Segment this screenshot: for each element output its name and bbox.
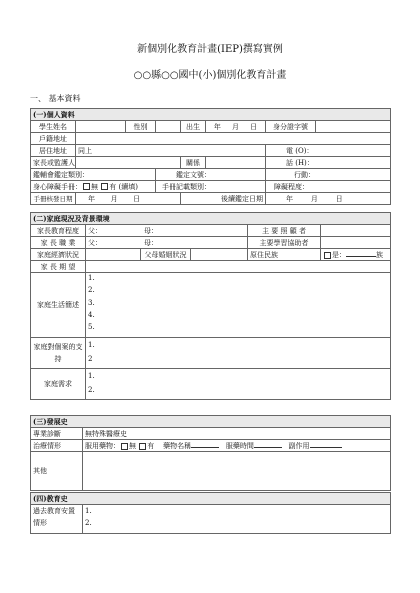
parent-expectation-field[interactable] <box>86 261 391 273</box>
family-life-item: 4. <box>88 310 95 319</box>
family-support-label: 家庭對個案的支持 <box>31 338 86 369</box>
section-personal-header: (一)個人資料 <box>31 109 391 121</box>
family-life-item: 3. <box>88 298 95 307</box>
development-history-table <box>30 415 391 491</box>
primary-caregiver-field[interactable] <box>321 225 391 237</box>
aboriginal-yes-label: 是： <box>332 251 346 259</box>
birth-label: 出生 <box>181 121 206 133</box>
handbook-have-label: 有 <box>109 182 117 191</box>
other-field[interactable] <box>83 452 391 491</box>
birth-date-field[interactable] <box>206 121 266 133</box>
family-needs-item: 1. <box>88 372 95 380</box>
aboriginal-label: 原住民族 <box>248 249 321 261</box>
economic-status-label: 家庭經濟狀況 <box>31 249 86 261</box>
tribe-label: 族 <box>376 251 383 259</box>
dosage-time-input[interactable] <box>254 440 282 448</box>
identified-category-label: 鑑輔會鑑定類別： <box>31 169 156 181</box>
medication-have-checkbox[interactable] <box>139 443 146 450</box>
handbook-date-field[interactable] <box>76 193 181 205</box>
month-label: 月 <box>232 122 239 131</box>
document-subtitle: ○○縣○○國中(小)個別化教育計畫 <box>133 70 287 81</box>
dosage-time-label: 服藥時間 <box>225 442 254 450</box>
personal-data-table <box>30 108 391 205</box>
medication-label: 服用藥物： <box>85 442 120 450</box>
handbook-renewal-label: (續填) <box>118 182 138 191</box>
handbook-day-label: 日 <box>133 194 141 203</box>
residence-address-label: 居住地址 <box>31 145 76 157</box>
id-number-label: 身分證字號 <box>266 121 316 133</box>
education-history-table <box>30 492 391 534</box>
placement-item: 1. <box>85 507 92 515</box>
parent-education-label: 家長教育程度 <box>31 225 86 237</box>
treatment-field <box>83 440 391 452</box>
family-life-field[interactable] <box>86 273 391 338</box>
parent-job-label: 家 長 職 業 <box>31 237 86 249</box>
identified-doc-label: 鑑定文號： <box>156 169 266 181</box>
medication-none-checkbox[interactable] <box>121 443 128 450</box>
father-label: 父： <box>88 226 102 235</box>
family-support-field[interactable] <box>86 338 391 369</box>
day-label: 日 <box>250 122 258 131</box>
diagnosis-label: 專業診斷 <box>31 428 83 440</box>
marriage-status-field[interactable] <box>191 249 248 261</box>
mobile-label: 行動： <box>266 169 391 181</box>
household-address-label: 戶籍地址 <box>31 133 76 145</box>
drug-name-label: 藥物名稱 <box>163 442 192 450</box>
gender-label: 性別 <box>126 121 156 133</box>
placement-item: 2. <box>85 519 92 528</box>
medication-have-label: 有 <box>147 442 155 450</box>
tribe-input[interactable] <box>346 249 376 257</box>
other-label: 其他 <box>31 452 83 491</box>
student-name-field[interactable] <box>76 121 126 133</box>
gender-field[interactable] <box>156 121 181 133</box>
section-family-header: (二)家庭現況及背景環境 <box>31 213 391 225</box>
document-title: 新個別化教育計畫(IEP)撰寫實例 <box>137 44 283 55</box>
job-mother-label: 母： <box>144 238 158 247</box>
family-life-item: 1. <box>88 274 95 282</box>
follow-up-date-field[interactable] <box>266 193 391 205</box>
year-label: 年 <box>213 122 221 131</box>
primary-helper-label: 主要學習協助者 <box>248 237 321 249</box>
family-support-item: 1. <box>88 341 95 349</box>
drug-name-input[interactable] <box>191 440 219 448</box>
job-father-label: 父： <box>88 238 102 247</box>
economic-status-field[interactable] <box>86 249 141 261</box>
family-needs-label: 家庭需求 <box>31 369 86 400</box>
relation-label: 關係 <box>181 157 206 169</box>
family-support-item: 2 <box>88 355 93 363</box>
placement-field[interactable] <box>83 505 391 534</box>
parent-job-field[interactable] <box>86 237 248 249</box>
disability-level-label: 障礙程度： <box>266 181 391 193</box>
phone-home-label: 話 (H)： <box>266 157 391 169</box>
section-education-header: (四)教育史 <box>31 493 391 505</box>
aboriginal-field <box>321 249 391 261</box>
diagnosis-field[interactable]: 無特殊醫療史 <box>83 428 391 440</box>
aboriginal-checkbox[interactable] <box>324 252 331 259</box>
parent-education-field[interactable] <box>86 225 248 237</box>
family-needs-item: 2. <box>88 386 95 394</box>
marriage-status-label: 父母婚姻狀況 <box>141 249 191 261</box>
family-needs-field[interactable] <box>86 369 391 400</box>
residence-address-field[interactable]: 同上 <box>76 145 266 157</box>
section-development-header: (三)發展史 <box>31 416 391 428</box>
handbook-year-label: 年 <box>88 194 95 203</box>
mother-label: 母： <box>144 226 158 235</box>
handbook-category-label: 手冊記載類別： <box>156 181 266 193</box>
handbook-none-checkbox[interactable] <box>83 183 90 190</box>
guardian-field[interactable] <box>76 157 181 169</box>
follow-month-label: 月 <box>310 194 318 203</box>
id-number-field[interactable] <box>316 121 391 133</box>
section-heading: 一、 基本資料 <box>30 94 81 103</box>
placement-label: 過去教育安置情形 <box>31 505 83 534</box>
family-life-label: 家庭生活簡述 <box>31 273 86 338</box>
primary-caregiver-label: 主 要 照 顧 者 <box>248 225 321 237</box>
handbook-row <box>31 181 156 193</box>
handbook-label: 身心障礙手冊： <box>33 182 82 191</box>
handbook-month-label: 月 <box>110 194 118 203</box>
primary-helper-field[interactable] <box>321 237 391 249</box>
handbook-none-label: 無 <box>91 182 98 191</box>
parent-expectation-label: 家 長 期 望 <box>31 261 86 273</box>
follow-up-date-label: 後續鑑定日期 <box>181 193 266 205</box>
side-effect-input[interactable] <box>310 440 342 448</box>
student-name-label: 學生姓名 <box>31 121 76 133</box>
follow-day-label: 日 <box>335 194 343 203</box>
relation-field[interactable] <box>206 157 266 169</box>
handbook-date-label: 手冊核發日期 <box>31 193 76 205</box>
family-background-table <box>30 212 391 400</box>
family-life-item: 5. <box>88 323 95 332</box>
medication-none-label: 無 <box>129 442 136 450</box>
treatment-label: 治療情形 <box>31 440 83 452</box>
follow-year-label: 年 <box>286 194 293 203</box>
phone-office-label: 電 (O)： <box>266 145 391 157</box>
household-address-field[interactable] <box>76 133 391 145</box>
side-effect-label: 副作用 <box>288 442 310 450</box>
family-life-item: 2. <box>88 286 95 295</box>
handbook-have-checkbox[interactable] <box>101 183 108 190</box>
guardian-label: 家長或監護人 <box>31 157 76 169</box>
